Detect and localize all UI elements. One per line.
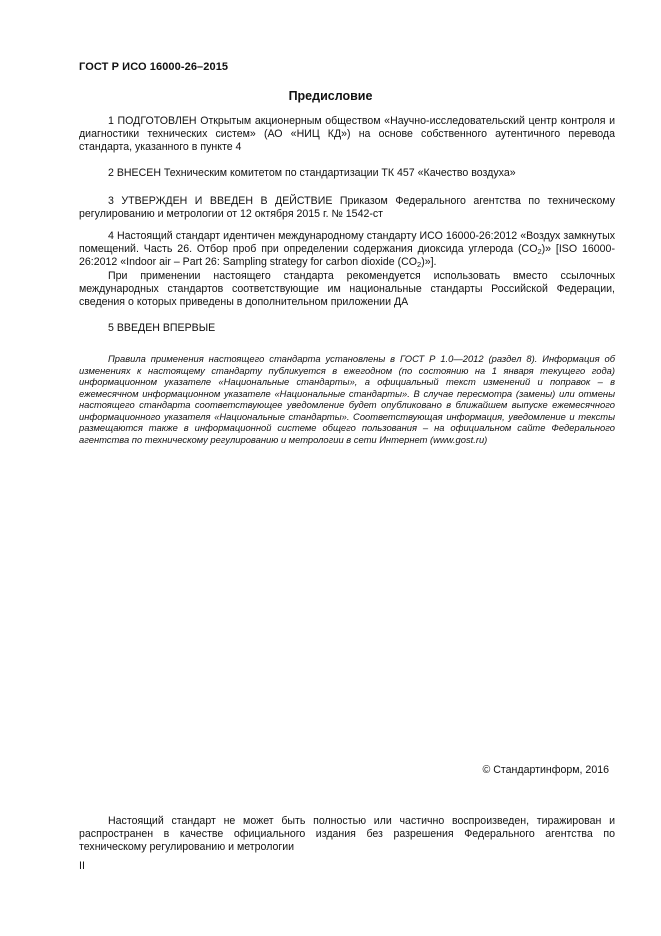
reproduction-notice: Настоящий стандарт не может быть полностью или частично воспроизведен, тиражирован и распространен в качестве официального издания без разрешения Федерального агентства по техническому регулированию и метрологии	[79, 815, 615, 853]
section-4-subscript-b: 2	[417, 260, 422, 269]
section-1-prepared: 1 ПОДГОТОВЛЕН Открытым акционерным обществом «Научно-исследовательский центр контроля и диагностики технических систем» (АО «НИЦ КД») на основе собственного аутентичного перевода стандарта, указанного в пункте 4	[79, 115, 615, 153]
copyright-line: © Стандартинформ, 2016	[482, 764, 609, 776]
section-4-text-b: )» [ISO 16000-26:2012 «Indoor air – Part 26: Sampling strategy for carbon dioxide (CO	[79, 243, 615, 268]
section-4-text-c: )»].	[421, 256, 437, 268]
section-4-reference-note: При применении настоящего стандарта рекомендуется использовать вместо ссылочных международных стандартов соответствующие им национальные стандарты Российской Федерации, сведения о которых приведены в дополнительном приложении ДА	[79, 270, 615, 308]
section-4-text-a: 4 Настоящий стандарт идентичен международному стандарту ИСО 16000-26:2012 «Воздух замкнутых помещений. Часть 26. Отбор проб при определении содержания диоксида углерода (CO	[79, 230, 615, 255]
document-code: ГОСТ Р ИСО 16000-26–2015	[79, 61, 229, 73]
section-3-approved: 3 УТВЕРЖДЕН И ВВЕДЕН В ДЕЙСТВИЕ Приказом Федерального агентства по техническому регулированию и метрологии от 12 октября 2015 г. № 1542-ст	[79, 195, 615, 220]
section-4-subscript-a: 2	[537, 247, 542, 256]
application-rules-notice: Правила применения настоящего стандарта установлены в ГОСТ Р 1.0—2012 (раздел 8). Информация об изменениях к настоящему стандарту публикуется в ежегодном (по состоянию на 1 января текущего года) информационном указателе «Национальные стандарты», а официальный текст изменений и поправок – в ежемесячном информационном указателе «Национальные стандарты». В случае пересмотра (замены) или отмены настоящего стандарта соответствующее уведомление будет опубликовано в ближайшем выпуске ежемесячного информационного указателя «Национальные стандарты». Соответствующая информация, уведомление и тексты размещаются также в информационной системе общего пользования – на официальном сайте Федерального агентства по техническому регулированию и метрологии в сети Интернет (www.gost.ru)	[79, 353, 615, 445]
page-title: Предисловие	[288, 89, 373, 103]
section-5-introduced: 5 ВВЕДЕН ВПЕРВЫЕ	[108, 322, 216, 334]
page-number: II	[79, 860, 85, 872]
section-2-submitted: 2 ВНЕСЕН Техническим комитетом по стандартизации ТК 457 «Качество воздуха»	[108, 167, 516, 179]
section-4-identity	[79, 230, 615, 269]
